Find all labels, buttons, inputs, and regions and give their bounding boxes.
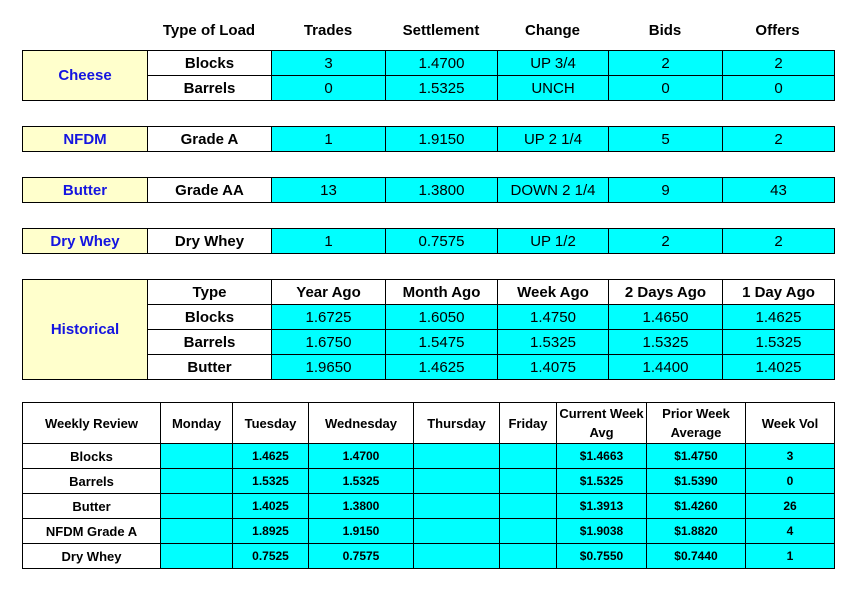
value-cell — [500, 544, 557, 569]
value-cell: 1.4625 — [233, 444, 309, 469]
settlement-cell: 1.3800 — [386, 178, 498, 203]
row-type: Dry Whey — [148, 229, 272, 254]
butter-table — [22, 177, 835, 203]
table-row — [23, 51, 835, 76]
change-cell: UP 3/4 — [498, 51, 609, 76]
value-cell: 1.9150 — [309, 519, 414, 544]
row-type: Grade A — [148, 127, 272, 152]
dry-whey-table — [22, 228, 835, 254]
value-cell: 1.5325 — [498, 330, 609, 355]
value-cell: 0.7575 — [309, 544, 414, 569]
table-row — [23, 127, 835, 152]
column-header: Wednesday — [309, 403, 414, 444]
value-cell: 1.4750 — [498, 305, 609, 330]
value-cell: 1.9650 — [272, 355, 386, 380]
settlement-cell: 1.4700 — [386, 51, 498, 76]
value-cell: 1.5325 — [309, 469, 414, 494]
settlement-cell: 0.7575 — [386, 229, 498, 254]
value-cell — [414, 444, 500, 469]
row-type: Grade AA — [148, 178, 272, 203]
weekly-review-table — [22, 402, 835, 569]
value-cell: 1.4075 — [498, 355, 609, 380]
header-settlement: Settlement — [402, 22, 480, 39]
value-cell — [500, 444, 557, 469]
row-type: Blocks — [148, 305, 272, 330]
row-type: Blocks — [23, 444, 161, 469]
bids-cell: 5 — [609, 127, 723, 152]
offers-cell: 2 — [723, 51, 835, 76]
weekly-review-body — [23, 444, 835, 569]
settlement-cell: 1.5325 — [386, 76, 498, 101]
value-cell: 1.4650 — [609, 305, 723, 330]
value-cell — [414, 544, 500, 569]
column-header: Month Ago — [386, 280, 498, 305]
row-type: Dry Whey — [23, 544, 161, 569]
value-cell: 1.6050 — [386, 305, 498, 330]
table-header-row — [23, 403, 835, 444]
value-cell — [161, 494, 233, 519]
value-cell — [161, 519, 233, 544]
column-header: Friday — [500, 403, 557, 444]
column-header: Thursday — [414, 403, 500, 444]
trades-cell: 1 — [272, 127, 386, 152]
header-change: Change — [524, 22, 580, 39]
row-type: Butter — [23, 494, 161, 519]
bids-cell: 9 — [609, 178, 723, 203]
trades-cell: 1 — [272, 229, 386, 254]
column-header: Current Week Avg — [557, 403, 647, 444]
value-cell: 4 — [746, 519, 835, 544]
historical-table — [22, 279, 835, 380]
value-cell: 1.4400 — [609, 355, 723, 380]
value-cell — [414, 469, 500, 494]
header-type-of-load: Type of Load — [162, 22, 256, 39]
offers-cell: 0 — [723, 76, 835, 101]
value-cell: 1.5325 — [609, 330, 723, 355]
value-cell: $1.5390 — [647, 469, 746, 494]
table-row — [23, 469, 835, 494]
value-cell — [414, 519, 500, 544]
change-cell: UP 2 1/4 — [498, 127, 609, 152]
value-cell: 1.5325 — [723, 330, 835, 355]
value-cell: $1.3913 — [557, 494, 647, 519]
table-row — [23, 229, 835, 254]
value-cell: $1.9038 — [557, 519, 647, 544]
value-cell: $0.7440 — [647, 544, 746, 569]
value-cell: 3 — [746, 444, 835, 469]
value-cell: $0.7550 — [557, 544, 647, 569]
table-row — [23, 494, 835, 519]
nfdm-table — [22, 126, 835, 152]
table-row — [23, 519, 835, 544]
column-header: 1 Day Ago — [723, 280, 835, 305]
header-bids: Bids — [648, 22, 682, 39]
value-cell — [161, 544, 233, 569]
value-cell — [500, 469, 557, 494]
value-cell — [500, 494, 557, 519]
row-type: Blocks — [148, 51, 272, 76]
value-cell: 1.4025 — [723, 355, 835, 380]
change-cell: UNCH — [498, 76, 609, 101]
value-cell: $1.8820 — [647, 519, 746, 544]
value-cell — [161, 469, 233, 494]
row-type: Butter — [148, 355, 272, 380]
value-cell: 1 — [746, 544, 835, 569]
value-cell: $1.4750 — [647, 444, 746, 469]
value-cell: 0 — [746, 469, 835, 494]
trades-cell: 13 — [272, 178, 386, 203]
column-header: Tuesday — [233, 403, 309, 444]
value-cell: 1.8925 — [233, 519, 309, 544]
trades-cell: 0 — [272, 76, 386, 101]
value-cell: 1.4625 — [723, 305, 835, 330]
cheese-label: Cheese — [23, 51, 148, 101]
column-header: Year Ago — [272, 280, 386, 305]
value-cell: 1.4625 — [386, 355, 498, 380]
value-cell — [500, 519, 557, 544]
table-row — [23, 444, 835, 469]
column-header: Prior Week Average — [647, 403, 746, 444]
butter-label: Butter — [23, 178, 148, 203]
column-header: Week Ago — [498, 280, 609, 305]
settlement-cell: 1.9150 — [386, 127, 498, 152]
table-header-row — [23, 280, 835, 305]
cheese-table — [22, 50, 835, 101]
column-header: 2 Days Ago — [609, 280, 723, 305]
bids-cell: 2 — [609, 51, 723, 76]
value-cell — [161, 444, 233, 469]
dry-whey-label: Dry Whey — [23, 229, 148, 254]
table-row — [23, 544, 835, 569]
bids-cell: 2 — [609, 229, 723, 254]
offers-cell: 2 — [723, 229, 835, 254]
change-cell: DOWN 2 1/4 — [498, 178, 609, 203]
value-cell: 1.6725 — [272, 305, 386, 330]
value-cell: 1.3800 — [309, 494, 414, 519]
value-cell: $1.4260 — [647, 494, 746, 519]
nfdm-label: NFDM — [23, 127, 148, 152]
table-row — [23, 178, 835, 203]
offers-cell: 43 — [723, 178, 835, 203]
value-cell: $1.5325 — [557, 469, 647, 494]
value-cell: 1.4700 — [309, 444, 414, 469]
row-type: Barrels — [23, 469, 161, 494]
row-type: Barrels — [148, 330, 272, 355]
bids-cell: 0 — [609, 76, 723, 101]
value-cell: 1.5475 — [386, 330, 498, 355]
value-cell: 1.4025 — [233, 494, 309, 519]
value-cell — [414, 494, 500, 519]
value-cell: 26 — [746, 494, 835, 519]
column-header: Week Vol — [746, 403, 835, 444]
change-cell: UP 1/2 — [498, 229, 609, 254]
column-header: Monday — [161, 403, 233, 444]
value-cell: $1.4663 — [557, 444, 647, 469]
value-cell: 1.6750 — [272, 330, 386, 355]
column-header: Type — [148, 280, 272, 305]
row-type: NFDM Grade A — [23, 519, 161, 544]
header-trades: Trades — [303, 22, 353, 39]
column-header: Weekly Review — [23, 403, 161, 444]
row-type: Barrels — [148, 76, 272, 101]
offers-cell: 2 — [723, 127, 835, 152]
trades-cell: 3 — [272, 51, 386, 76]
value-cell: 0.7525 — [233, 544, 309, 569]
header-offers: Offers — [755, 22, 800, 39]
historical-label: Historical — [23, 280, 148, 380]
value-cell: 1.5325 — [233, 469, 309, 494]
